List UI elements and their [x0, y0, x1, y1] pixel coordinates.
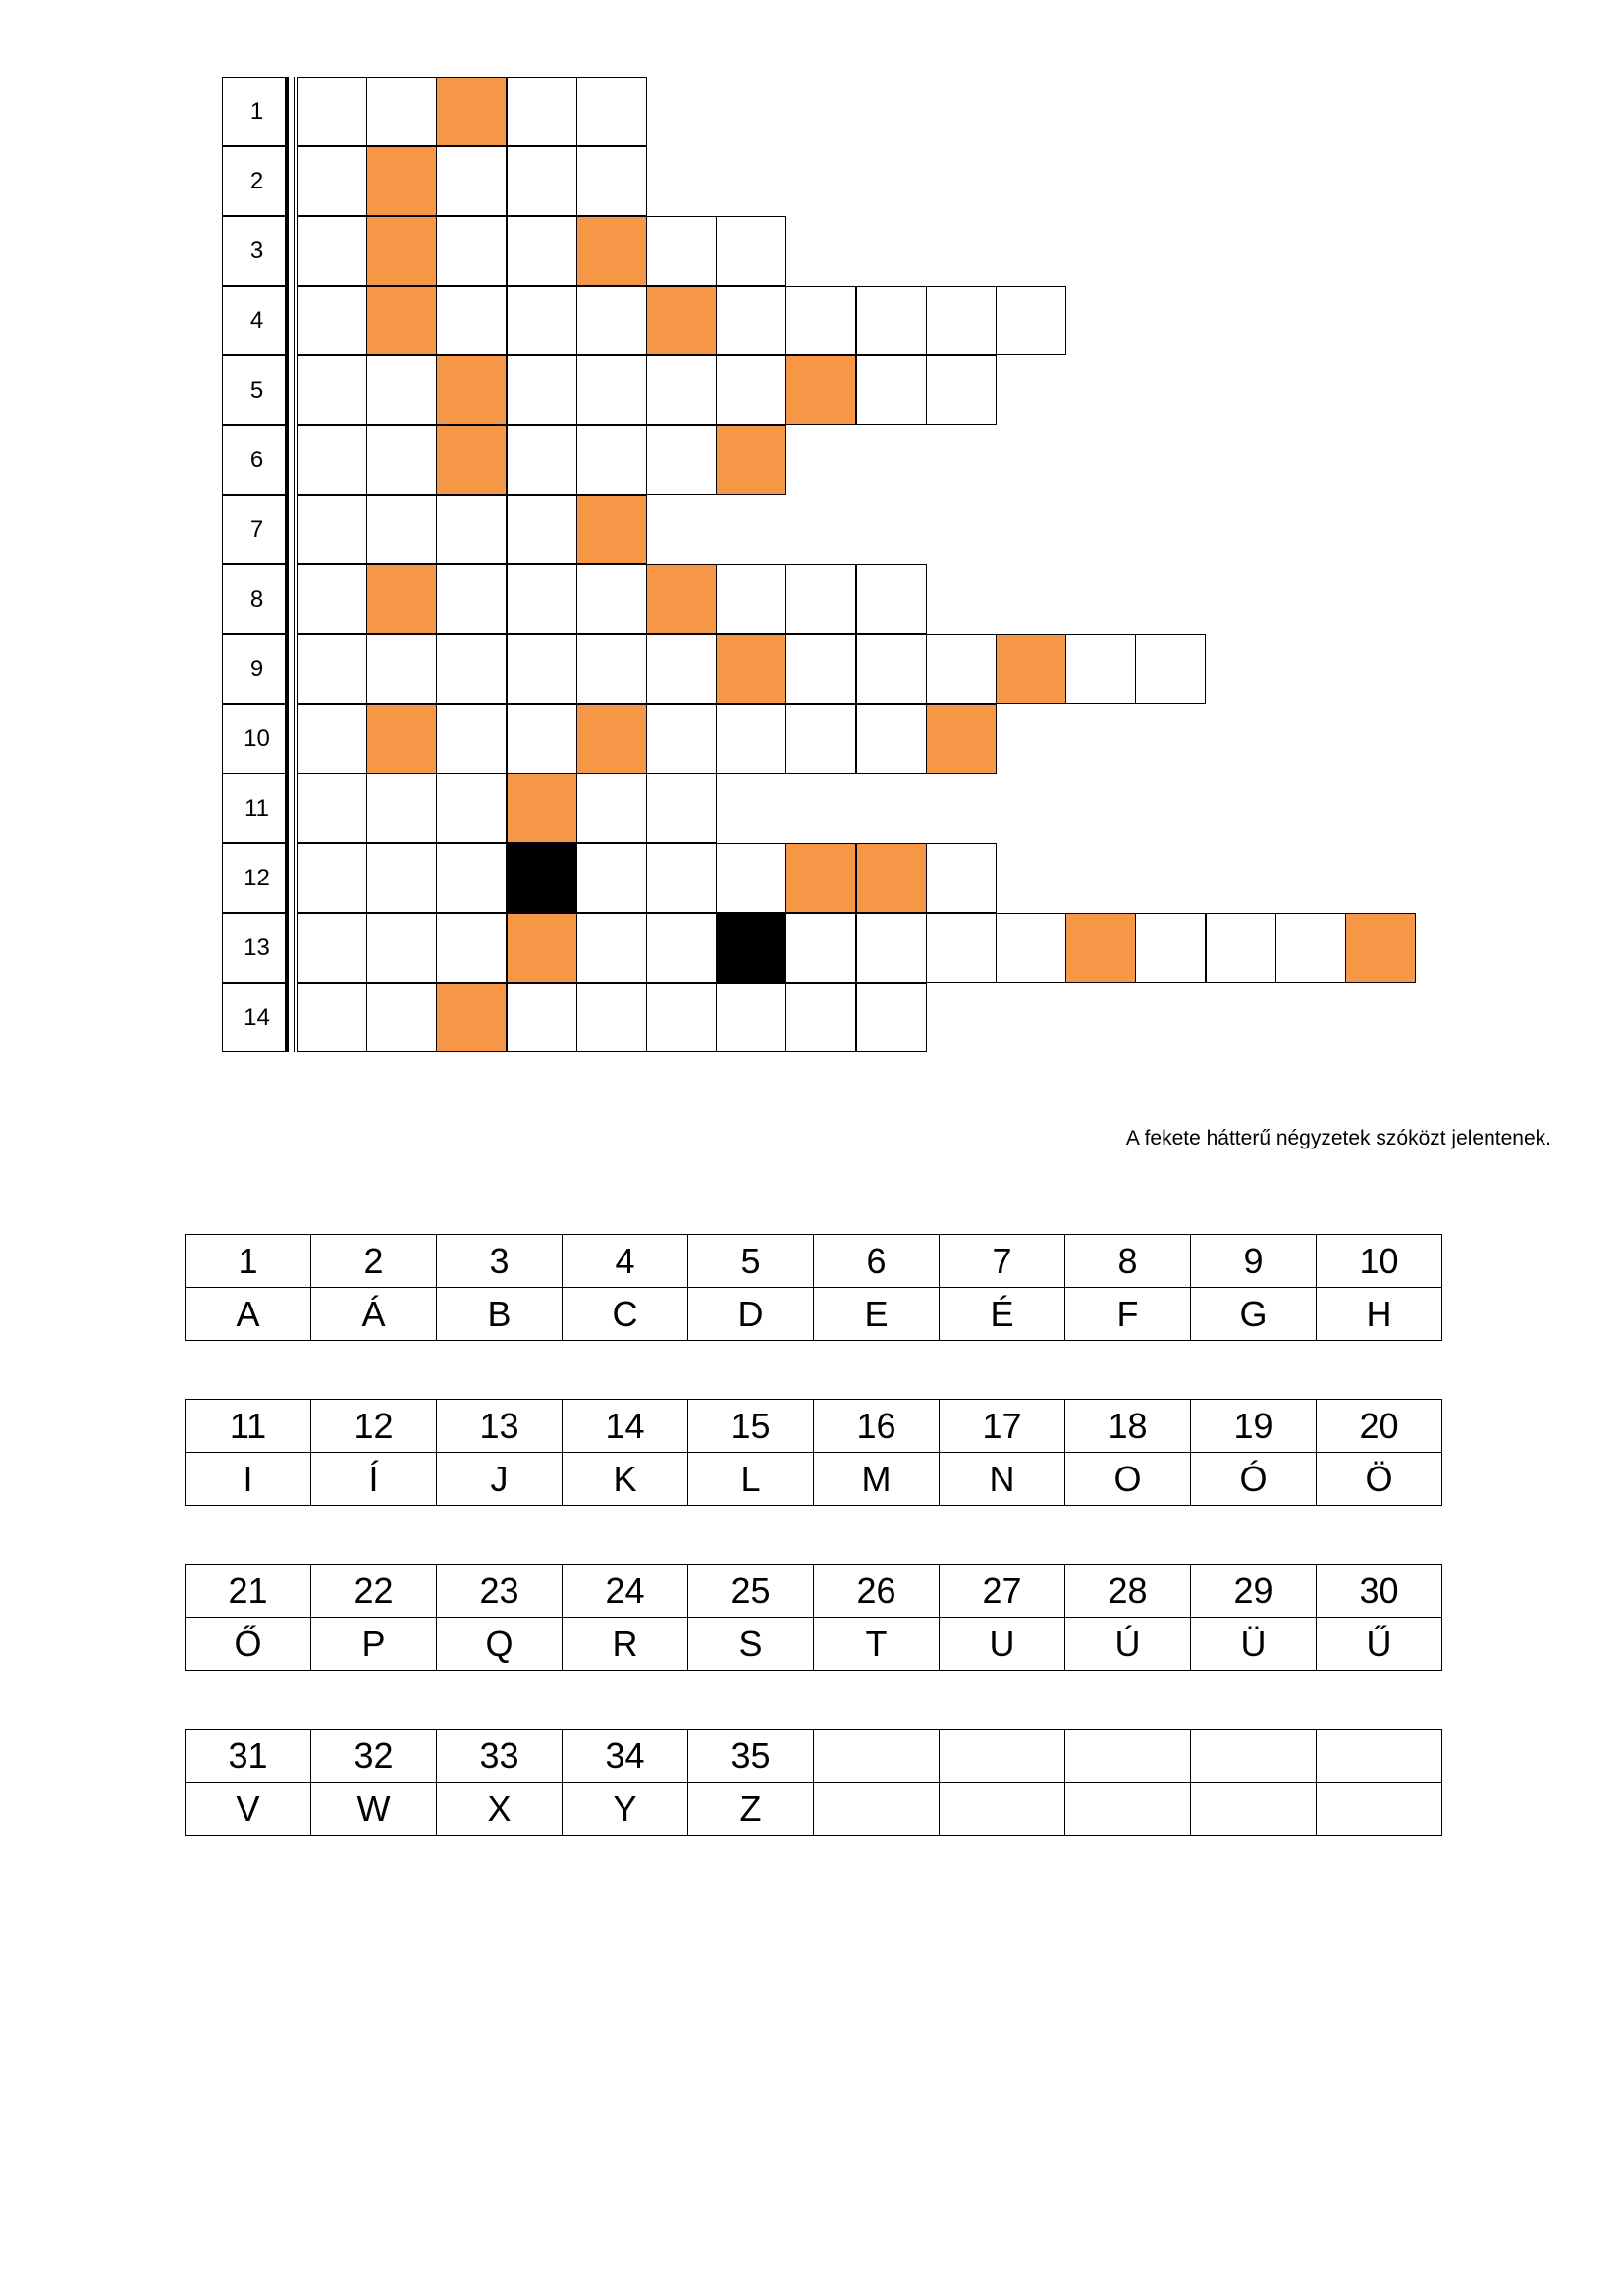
key-number-row — [186, 1730, 1442, 1783]
key-number: 7 — [940, 1235, 1065, 1288]
key-letter: S — [688, 1618, 814, 1671]
letter-cell[interactable] — [856, 286, 927, 355]
letter-cell[interactable] — [297, 634, 367, 704]
key-letter: W — [311, 1783, 437, 1836]
letter-cell[interactable] — [785, 704, 856, 774]
highlighted-letter-cell[interactable] — [436, 425, 507, 495]
letter-cell[interactable] — [926, 355, 997, 425]
key-number: 34 — [563, 1730, 688, 1783]
key-number: 33 — [437, 1730, 563, 1783]
letter-cell[interactable] — [507, 425, 577, 495]
letter-cell[interactable] — [856, 355, 927, 425]
letter-key-table-3 — [185, 1564, 1442, 1671]
letter-cell[interactable] — [436, 495, 507, 564]
letter-cell[interactable] — [646, 425, 717, 495]
key-number: 1 — [186, 1235, 311, 1288]
key-number: 5 — [688, 1235, 814, 1288]
row-number: 3 — [222, 216, 292, 286]
letter-cell[interactable] — [576, 843, 647, 913]
highlighted-letter-cell[interactable] — [366, 216, 437, 286]
key-letter: L — [688, 1453, 814, 1506]
letter-cell[interactable] — [366, 77, 437, 146]
key-number: 9 — [1191, 1235, 1317, 1288]
key-letter-row — [186, 1783, 1442, 1836]
letter-cell[interactable] — [436, 634, 507, 704]
letter-cell[interactable] — [1065, 634, 1136, 704]
letter-cell[interactable] — [297, 286, 367, 355]
letter-cell[interactable] — [646, 774, 717, 843]
key-number: 22 — [311, 1565, 437, 1618]
key-letter — [1065, 1783, 1191, 1836]
letter-cell[interactable] — [1135, 634, 1206, 704]
row-number: 9 — [222, 634, 292, 704]
highlighted-letter-cell[interactable] — [436, 355, 507, 425]
letter-cell[interactable] — [856, 564, 927, 634]
key-letter: Í — [311, 1453, 437, 1506]
key-number: 12 — [311, 1400, 437, 1453]
letter-cell[interactable] — [646, 704, 717, 774]
key-number: 21 — [186, 1565, 311, 1618]
letter-cell[interactable] — [576, 913, 647, 983]
key-number — [1065, 1730, 1191, 1783]
letter-cell[interactable] — [856, 913, 927, 983]
letter-cell[interactable] — [507, 495, 577, 564]
key-number: 3 — [437, 1235, 563, 1288]
letter-cell[interactable] — [507, 146, 577, 216]
highlighted-letter-cell[interactable] — [366, 564, 437, 634]
row-number: 14 — [222, 983, 292, 1052]
highlighted-letter-cell[interactable] — [576, 495, 647, 564]
row-number: 7 — [222, 495, 292, 564]
row-number: 4 — [222, 286, 292, 355]
letter-cell[interactable] — [576, 425, 647, 495]
highlighted-letter-cell[interactable] — [856, 843, 927, 913]
letter-cell[interactable] — [996, 286, 1066, 355]
key-letter: Z — [688, 1783, 814, 1836]
space-note: A fekete hátterű négyzetek szóközt jelentenek. — [1125, 1127, 1551, 1149]
key-number: 2 — [311, 1235, 437, 1288]
key-number — [940, 1730, 1065, 1783]
key-letter: Ö — [1317, 1453, 1442, 1506]
key-number: 26 — [814, 1565, 940, 1618]
letter-cell[interactable] — [785, 983, 856, 1052]
key-number: 11 — [186, 1400, 311, 1453]
letter-cell[interactable] — [1275, 913, 1346, 983]
solution-column-divider — [285, 77, 295, 1052]
key-letter: T — [814, 1618, 940, 1671]
key-letter: Ő — [186, 1618, 311, 1671]
letter-cell[interactable] — [297, 843, 367, 913]
letter-cell[interactable] — [716, 564, 786, 634]
letter-cell[interactable] — [436, 913, 507, 983]
letter-cell[interactable] — [366, 634, 437, 704]
row-number: 1 — [222, 77, 292, 146]
letter-cell[interactable] — [576, 146, 647, 216]
letter-cell[interactable] — [576, 634, 647, 704]
row-number: 13 — [222, 913, 292, 983]
letter-cell[interactable] — [576, 774, 647, 843]
highlighted-letter-cell[interactable] — [926, 704, 997, 774]
letter-cell[interactable] — [785, 286, 856, 355]
letter-cell[interactable] — [436, 704, 507, 774]
letter-cell[interactable] — [646, 216, 717, 286]
key-letter: H — [1317, 1288, 1442, 1341]
letter-cell[interactable] — [926, 843, 997, 913]
letter-cell[interactable] — [576, 983, 647, 1052]
highlighted-letter-cell[interactable] — [366, 286, 437, 355]
highlighted-letter-cell[interactable] — [716, 634, 786, 704]
letter-cell[interactable] — [716, 843, 786, 913]
highlighted-letter-cell[interactable] — [646, 564, 717, 634]
key-number: 13 — [437, 1400, 563, 1453]
letter-cell[interactable] — [576, 564, 647, 634]
key-number — [814, 1730, 940, 1783]
key-number: 29 — [1191, 1565, 1317, 1618]
key-number: 19 — [1191, 1400, 1317, 1453]
key-letter: É — [940, 1288, 1065, 1341]
key-letter: K — [563, 1453, 688, 1506]
key-number: 15 — [688, 1400, 814, 1453]
highlighted-letter-cell[interactable] — [366, 146, 437, 216]
letter-cell[interactable] — [785, 913, 856, 983]
key-letter — [814, 1783, 940, 1836]
key-number: 20 — [1317, 1400, 1442, 1453]
key-number-row — [186, 1565, 1442, 1618]
letter-cell[interactable] — [297, 216, 367, 286]
letter-key-table-4 — [185, 1729, 1442, 1836]
space-cell — [716, 913, 786, 983]
key-letter: D — [688, 1288, 814, 1341]
key-number-row — [186, 1400, 1442, 1453]
highlighted-letter-cell[interactable] — [507, 913, 577, 983]
highlighted-letter-cell[interactable] — [1065, 913, 1136, 983]
key-letter: Ű — [1317, 1618, 1442, 1671]
letter-cell[interactable] — [366, 495, 437, 564]
letter-cell[interactable] — [297, 774, 367, 843]
row-number: 12 — [222, 843, 292, 913]
key-letter: Ü — [1191, 1618, 1317, 1671]
letter-cell[interactable] — [436, 286, 507, 355]
key-number: 14 — [563, 1400, 688, 1453]
key-letter: G — [1191, 1288, 1317, 1341]
key-number: 35 — [688, 1730, 814, 1783]
key-letter: J — [437, 1453, 563, 1506]
key-number: 10 — [1317, 1235, 1442, 1288]
highlighted-letter-cell[interactable] — [1345, 913, 1416, 983]
letter-cell[interactable] — [507, 983, 577, 1052]
row-number: 10 — [222, 704, 292, 774]
letter-cell[interactable] — [366, 843, 437, 913]
key-number: 8 — [1065, 1235, 1191, 1288]
letter-cell[interactable] — [297, 495, 367, 564]
letter-cell[interactable] — [436, 216, 507, 286]
key-letter-row — [186, 1288, 1442, 1341]
letter-cell[interactable] — [576, 77, 647, 146]
letter-cell[interactable] — [716, 355, 786, 425]
key-letter — [1191, 1783, 1317, 1836]
key-number: 24 — [563, 1565, 688, 1618]
letter-cell[interactable] — [366, 774, 437, 843]
key-letter: Q — [437, 1618, 563, 1671]
letter-cell[interactable] — [926, 286, 997, 355]
letter-cell[interactable] — [297, 564, 367, 634]
highlighted-letter-cell[interactable] — [716, 425, 786, 495]
letter-cell[interactable] — [1135, 913, 1206, 983]
key-number: 4 — [563, 1235, 688, 1288]
row-number: 6 — [222, 425, 292, 495]
key-letter: P — [311, 1618, 437, 1671]
letter-cell[interactable] — [297, 913, 367, 983]
row-number: 2 — [222, 146, 292, 216]
space-cell — [507, 843, 577, 913]
letter-key-table-1 — [185, 1234, 1442, 1341]
letter-cell[interactable] — [576, 355, 647, 425]
highlighted-letter-cell[interactable] — [996, 634, 1066, 704]
key-letter: Ú — [1065, 1618, 1191, 1671]
highlighted-letter-cell[interactable] — [576, 216, 647, 286]
letter-cell[interactable] — [646, 983, 717, 1052]
key-letter: R — [563, 1618, 688, 1671]
key-letter: Ó — [1191, 1453, 1317, 1506]
letter-cell[interactable] — [1206, 913, 1276, 983]
letter-cell[interactable] — [646, 634, 717, 704]
key-letter: U — [940, 1618, 1065, 1671]
letter-cell[interactable] — [297, 146, 367, 216]
key-number-row — [186, 1235, 1442, 1288]
letter-cell[interactable] — [297, 355, 367, 425]
key-letter-row — [186, 1618, 1442, 1671]
letter-cell[interactable] — [436, 843, 507, 913]
key-number: 31 — [186, 1730, 311, 1783]
highlighted-letter-cell[interactable] — [646, 286, 717, 355]
key-number: 16 — [814, 1400, 940, 1453]
letter-cell[interactable] — [716, 286, 786, 355]
letter-cell[interactable] — [507, 216, 577, 286]
key-letter: X — [437, 1783, 563, 1836]
row-number: 5 — [222, 355, 292, 425]
key-letter — [940, 1783, 1065, 1836]
letter-cell[interactable] — [436, 146, 507, 216]
key-number: 30 — [1317, 1565, 1442, 1618]
letter-cell[interactable] — [926, 634, 997, 704]
letter-cell[interactable] — [297, 704, 367, 774]
key-number: 28 — [1065, 1565, 1191, 1618]
key-letter: E — [814, 1288, 940, 1341]
key-letter: N — [940, 1453, 1065, 1506]
key-letter: F — [1065, 1288, 1191, 1341]
letter-cell[interactable] — [366, 355, 437, 425]
key-letter: A — [186, 1288, 311, 1341]
key-letter: O — [1065, 1453, 1191, 1506]
letter-cell[interactable] — [856, 704, 927, 774]
key-letter — [1317, 1783, 1442, 1836]
highlighted-letter-cell[interactable] — [576, 704, 647, 774]
key-number: 32 — [311, 1730, 437, 1783]
highlighted-letter-cell[interactable] — [507, 774, 577, 843]
key-letter: I — [186, 1453, 311, 1506]
letter-cell[interactable] — [785, 564, 856, 634]
letter-cell[interactable] — [297, 425, 367, 495]
key-letter-row — [186, 1453, 1442, 1506]
row-number: 8 — [222, 564, 292, 634]
letter-cell[interactable] — [716, 983, 786, 1052]
letter-cell[interactable] — [926, 913, 997, 983]
highlighted-letter-cell[interactable] — [785, 843, 856, 913]
letter-cell[interactable] — [366, 425, 437, 495]
letter-cell[interactable] — [716, 216, 786, 286]
letter-cell[interactable] — [507, 564, 577, 634]
letter-cell[interactable] — [436, 774, 507, 843]
letter-cell[interactable] — [436, 564, 507, 634]
key-letter: C — [563, 1288, 688, 1341]
letter-cell[interactable] — [507, 77, 577, 146]
key-letter: Á — [311, 1288, 437, 1341]
letter-cell[interactable] — [576, 286, 647, 355]
letter-cell[interactable] — [366, 983, 437, 1052]
key-number — [1191, 1730, 1317, 1783]
letter-cell[interactable] — [507, 634, 577, 704]
key-number: 17 — [940, 1400, 1065, 1453]
key-number: 18 — [1065, 1400, 1191, 1453]
letter-cell[interactable] — [856, 634, 927, 704]
key-number: 27 — [940, 1565, 1065, 1618]
key-letter: Y — [563, 1783, 688, 1836]
highlighted-letter-cell[interactable] — [436, 77, 507, 146]
letter-cell[interactable] — [507, 286, 577, 355]
key-letter: M — [814, 1453, 940, 1506]
key-letter: B — [437, 1288, 563, 1341]
letter-cell[interactable] — [785, 634, 856, 704]
letter-cell[interactable] — [507, 704, 577, 774]
letter-cell[interactable] — [297, 983, 367, 1052]
key-number: 23 — [437, 1565, 563, 1618]
letter-cell[interactable] — [646, 843, 717, 913]
letter-cell[interactable] — [646, 355, 717, 425]
letter-key-table-2 — [185, 1399, 1442, 1506]
row-number: 11 — [222, 774, 292, 843]
letter-cell[interactable] — [507, 355, 577, 425]
letter-cell[interactable] — [366, 913, 437, 983]
letter-cell[interactable] — [856, 983, 927, 1052]
highlighted-letter-cell[interactable] — [366, 704, 437, 774]
letter-cell[interactable] — [646, 913, 717, 983]
letter-cell[interactable] — [297, 77, 367, 146]
key-number: 6 — [814, 1235, 940, 1288]
letter-cell[interactable] — [716, 704, 786, 774]
key-number — [1317, 1730, 1442, 1783]
key-letter: V — [186, 1783, 311, 1836]
highlighted-letter-cell[interactable] — [436, 983, 507, 1052]
letter-cell[interactable] — [996, 913, 1066, 983]
key-number: 25 — [688, 1565, 814, 1618]
highlighted-letter-cell[interactable] — [785, 355, 856, 425]
